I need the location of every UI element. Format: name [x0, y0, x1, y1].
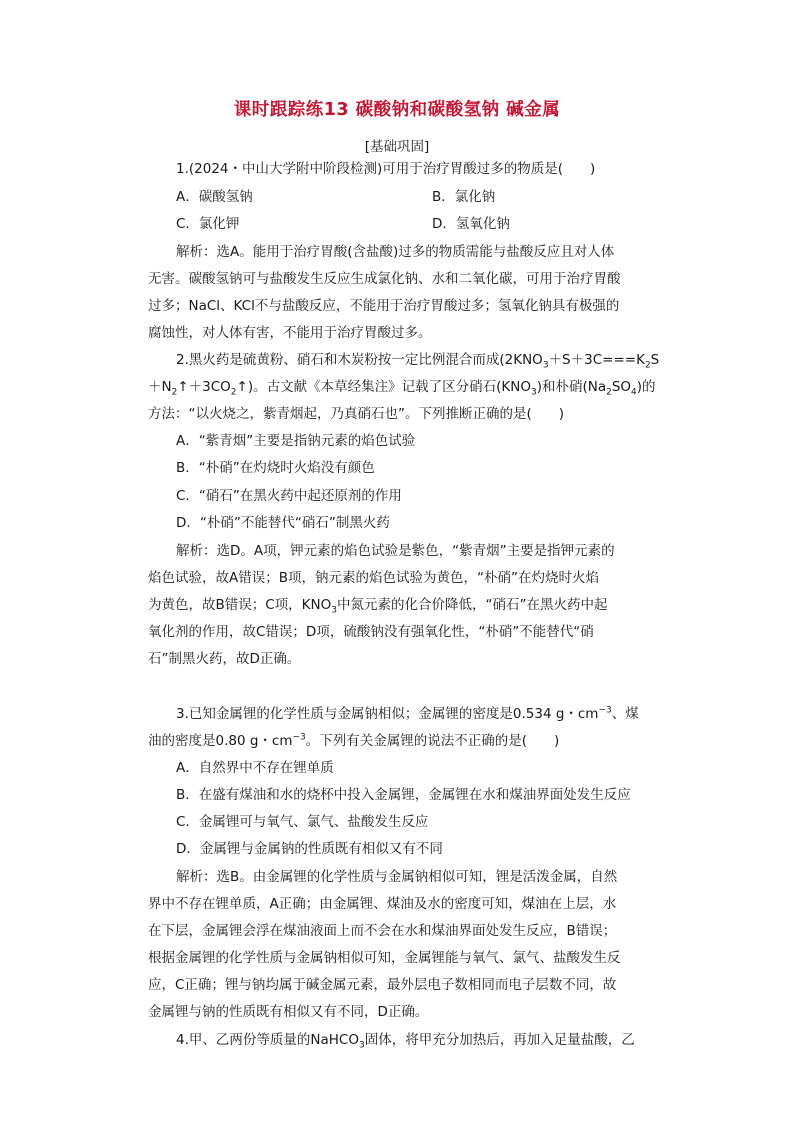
q1-analysis-line: 腐蚀性，对人体有害，不能用于治疗胃酸过多。 [148, 325, 432, 341]
page-title: 课时跟踪练13 碳酸钠和碳酸氢钠 碱金属 [233, 100, 561, 120]
q2-analysis-line: 石”制黑火药，故D正确。 [148, 651, 301, 667]
section-heading: [基础巩固] [364, 139, 430, 155]
q1-option-d: D．氢氧化钠 [432, 216, 510, 232]
q2-option-d: D．“朴硝”不能替代“硝石”制黑火药 [176, 515, 390, 531]
q1-option-a: A．碳酸氢钠 [176, 189, 253, 205]
q1-analysis-line: 解析：选A。能用于治疗胃酸(含盐酸)过多的物质需能与盐酸反应且对人体 [176, 244, 615, 260]
q1-option-b: B．氯化钠 [432, 189, 496, 205]
q3-analysis-line: 在下层，金属锂会浮在煤油液面上而不会在水和煤油界面处发生反应，B错误； [148, 923, 617, 939]
q2-option-b: B．“朴硝”在灼烧时火焰没有颜色 [176, 460, 375, 476]
q2-analysis-line: 解析：选D。A项，钾元素的焰色试验是紫色，“紫青烟”主要是指钾元素的 [176, 543, 615, 559]
q2-analysis-line: 氧化剂的作用，故C错误；D项，硫酸钠没有强氧化性，“朴硝”不能替代“硝 [148, 624, 594, 640]
q3-stem-line2: 油的密度是0.80 g・$cm^{-3}$。下列有关金属锂的说法不正确的是( ) [148, 732, 560, 749]
q3-analysis-line: 根据金属锂的化学性质与金属钠相似可知，金属锂能与氧气、氯气、盐酸发生反 [148, 950, 621, 966]
q1-analysis-line: 无害。碳酸氢钠可与盐酸发生反应生成氯化钠、水和二氧化碳，可用于治疗胃酸 [148, 271, 621, 287]
q3-analysis-line: 界中不存在锂单质，A正确；由金属锂、煤油及水的密度可知，煤油在上层，水 [148, 896, 617, 912]
q2-analysis-line: 为黄色，故B错误；C项，$KNO_3$中氮元素的化合价降低，“硝石”在黑火药中起 [148, 597, 608, 616]
q3-analysis-line: 金属锂与钠的性质既有相似又有不同，D正确。 [148, 1004, 429, 1020]
q2-stem-line3: 方法：“以火烧之，紫青烟起，乃真硝石也”。下列推断正确的是( ) [148, 406, 565, 422]
q4-stem-line1: 4.甲、乙两份等质量的NaHCO$_3$固体，将甲充分加热后，再加入足量盐酸，乙 [176, 1032, 635, 1051]
q1-option-c: C．氯化钾 [176, 216, 240, 232]
q3-option-c: C．金属锂可与氧气、氯气、盐酸发生反应 [176, 814, 429, 830]
q3-option-d: D．金属锂与金属钠的性质既有相似又有不同 [176, 841, 443, 857]
q2-option-a: A．“紫青烟”主要是指钠元素的焰色试验 [176, 433, 416, 449]
q3-analysis-line: 解析：选B。由金属锂的化学性质与金属钠相似可知，锂是活泼金属，自然 [176, 869, 618, 885]
q1-analysis-line: 过多；NaCl、KCl不与盐酸反应，不能用于治疗胃酸过多；氢氧化钠具有极强的 [148, 298, 620, 314]
q3-option-a: A．自然界中不存在锂单质 [176, 760, 334, 776]
q3-analysis-line: 应，C正确；锂与钠均属于碱金属元素，最外层电子数相同而电子层数不同，故 [148, 977, 617, 993]
q2-stem-line2: $+N_2↑+3CO_2↑$)。古文献《本草经集注》记载了区分硝石$(KNO_3)$和朴硝$(Na_2SO_4)$的 [148, 379, 656, 398]
q2-analysis-line: 焰色试验，故A错误；B项，钠元素的焰色试验为黄色，“朴硝”在灼烧时火焰 [148, 570, 599, 586]
q2-option-c: C．“硝石”在黑火药中起还原剂的作用 [176, 488, 402, 504]
q2-stem-line1: 2.黑火药是硫黄粉、硝石和木炭粉按一定比例混合而成($2KNO_3+S+3C===K_2S$ [176, 352, 660, 371]
q3-stem-line1: 3.已知金属锂的化学性质与金属钠相似；金属锂的密度是0.534 g・$cm^{-3}$、煤 [176, 705, 639, 722]
q3-option-b: B．在盛有煤油和水的烧杯中投入金属锂，金属锂在水和煤油界面处发生反应 [176, 787, 631, 803]
q1-stem: 1.(2024・中山大学附中阶段检测)可用于治疗胃酸过多的物质是( ) [176, 161, 596, 177]
